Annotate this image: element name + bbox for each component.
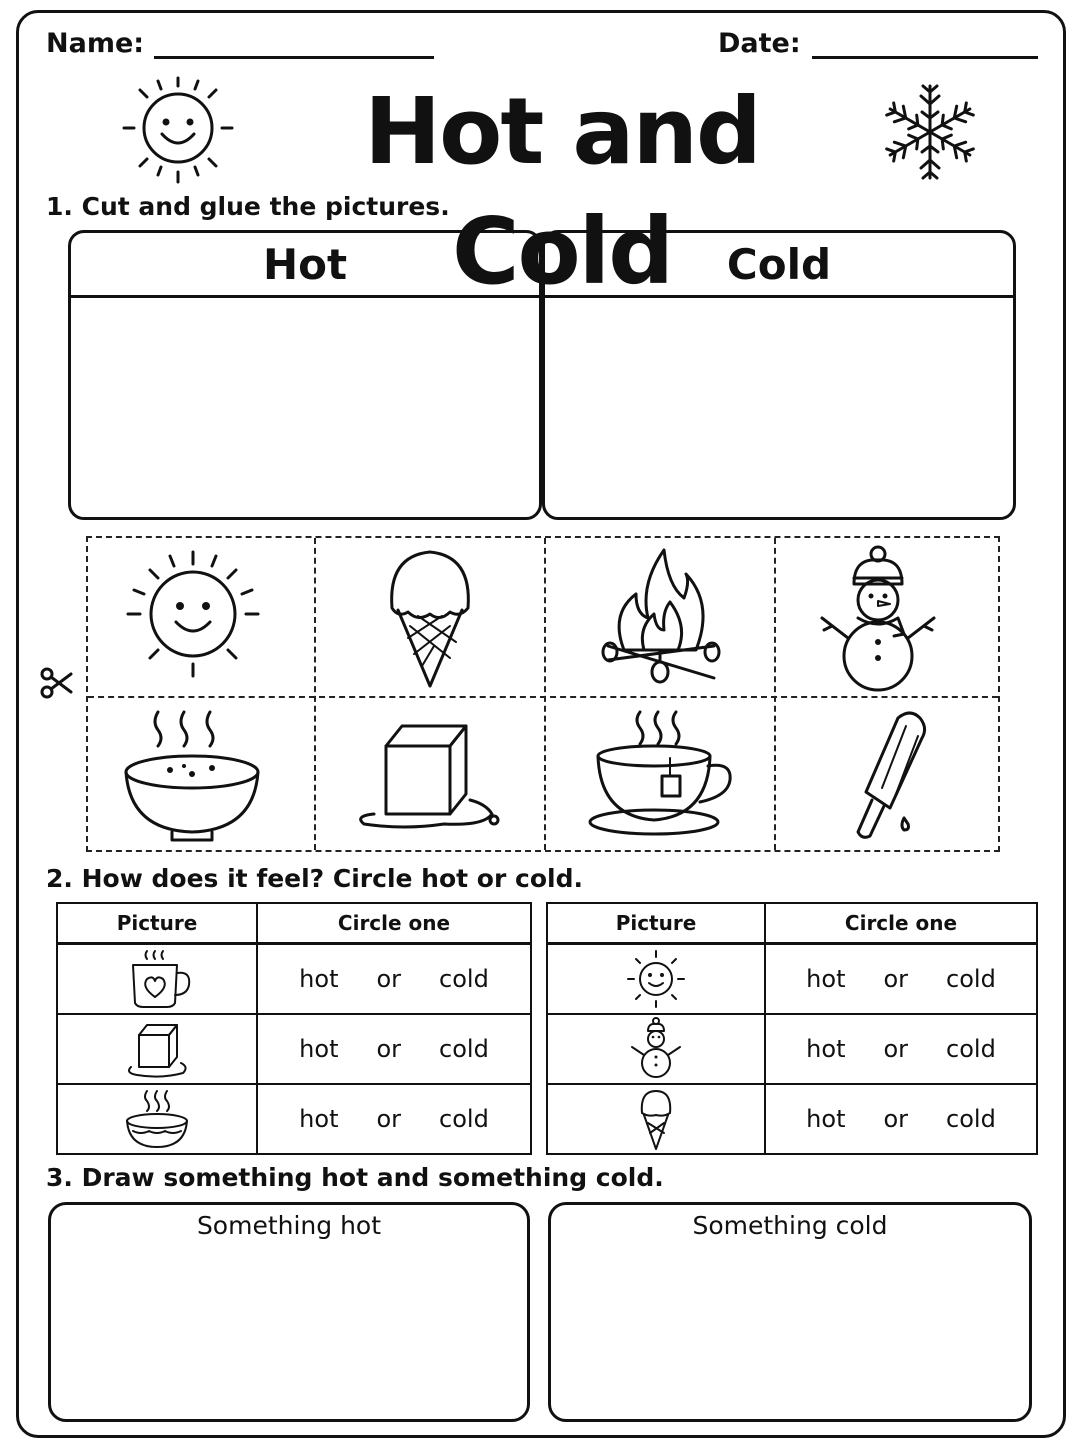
- option-cold[interactable]: cold: [439, 965, 489, 993]
- choice-options: [766, 1105, 1036, 1133]
- campfire-icon: [544, 538, 774, 696]
- soup-bowl-icon: [117, 1087, 197, 1151]
- snowman-icon: [774, 538, 1000, 696]
- instruction-2: 2. How does it feel? Circle hot or cold.: [46, 864, 583, 893]
- table-row: [57, 1014, 531, 1084]
- option-cold[interactable]: cold: [946, 1105, 996, 1133]
- option-hot[interactable]: hot: [299, 1035, 339, 1063]
- feel-table-left: [56, 902, 532, 1155]
- column-header-picture: Picture: [57, 903, 257, 944]
- name-label: Name:: [46, 28, 145, 59]
- cut-card-sun[interactable]: [88, 538, 314, 696]
- cut-card-ice-cube[interactable]: [314, 696, 544, 852]
- table-row: [57, 1084, 531, 1154]
- option-or: or: [883, 1105, 909, 1133]
- snowman-icon: [616, 1017, 696, 1081]
- option-or: or: [376, 1035, 402, 1063]
- choice-options: [258, 1105, 530, 1133]
- draw-hot-box[interactable]: [48, 1202, 530, 1422]
- option-or: or: [376, 1105, 402, 1133]
- option-cold[interactable]: cold: [439, 1035, 489, 1063]
- choice-options: [766, 1035, 1036, 1063]
- hot-drink-mug-icon: [117, 947, 197, 1011]
- choice-options: [258, 1035, 530, 1063]
- name-field[interactable]: [154, 56, 434, 59]
- option-cold[interactable]: cold: [946, 965, 996, 993]
- choice-options: [766, 965, 1036, 993]
- page-title: Hot and Cold: [364, 78, 760, 305]
- option-or: or: [883, 965, 909, 993]
- ice-cream-icon: [314, 538, 544, 696]
- option-cold[interactable]: cold: [439, 1105, 489, 1133]
- instruction-3: 3. Draw something hot and something cold.: [46, 1163, 664, 1192]
- option-or: or: [883, 1035, 909, 1063]
- column-header-circle: Circle one: [765, 903, 1037, 944]
- date-label: Date:: [718, 28, 801, 59]
- snowflake-icon: [880, 80, 980, 184]
- option-hot[interactable]: hot: [806, 1105, 846, 1133]
- table-row: [547, 1084, 1037, 1154]
- choice-options: [258, 965, 530, 993]
- popsicle-icon: [774, 696, 1000, 852]
- date-field[interactable]: [812, 56, 1038, 59]
- cut-card-ice-cream[interactable]: [314, 538, 544, 696]
- table-row: [547, 944, 1037, 1015]
- ice-cream-icon: [616, 1087, 696, 1151]
- ice-cube-icon: [117, 1017, 197, 1081]
- cold-glue-box[interactable]: [542, 230, 1016, 520]
- hot-heading: Hot: [71, 233, 539, 298]
- soup-bowl-icon: [88, 696, 314, 852]
- instruction-1: 1. Cut and glue the pictures.: [46, 192, 450, 221]
- hot-glue-box[interactable]: [68, 230, 542, 520]
- option-hot[interactable]: hot: [299, 1105, 339, 1133]
- tea-cup-icon: [544, 696, 774, 852]
- ice-cube-icon: [314, 696, 544, 852]
- option-hot[interactable]: hot: [299, 965, 339, 993]
- draw-hot-caption: Something hot: [196, 1211, 382, 1240]
- option-hot[interactable]: hot: [806, 965, 846, 993]
- cold-heading: Cold: [545, 233, 1013, 298]
- sun-icon: [118, 72, 238, 192]
- column-header-circle: Circle one: [257, 903, 531, 944]
- column-header-picture: Picture: [547, 903, 765, 944]
- option-cold[interactable]: cold: [946, 1035, 996, 1063]
- sun-icon: [88, 538, 314, 696]
- cut-card-snowman[interactable]: [774, 538, 1000, 696]
- option-or: or: [376, 965, 402, 993]
- option-hot[interactable]: hot: [806, 1035, 846, 1063]
- cut-out-pictures-grid: [86, 536, 1000, 852]
- table-row: [57, 944, 531, 1015]
- table-row: [547, 1014, 1037, 1084]
- draw-cold-box[interactable]: [548, 1202, 1032, 1422]
- cut-card-soup[interactable]: [88, 696, 314, 852]
- sun-icon: [616, 947, 696, 1011]
- scissors-icon: [38, 666, 74, 700]
- feel-table-right: [546, 902, 1038, 1155]
- cut-card-campfire[interactable]: [544, 538, 774, 696]
- draw-cold-caption: Something cold: [692, 1211, 888, 1240]
- cut-card-tea[interactable]: [544, 696, 774, 852]
- cut-card-popsicle[interactable]: [774, 696, 1000, 852]
